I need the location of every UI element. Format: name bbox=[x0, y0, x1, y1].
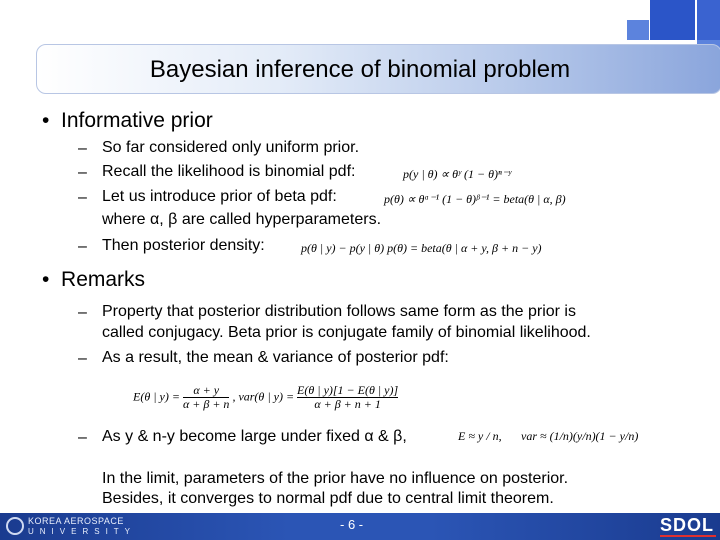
limit-text: Besides, it converges to normal pdf due to central limit theorem. bbox=[102, 490, 554, 507]
bullet-informative bbox=[42, 109, 213, 133]
sub-item: Property that posterior distribution follows same form as the prior is bbox=[102, 303, 576, 320]
dash: – bbox=[78, 164, 87, 181]
mean-numerator: α + y bbox=[183, 384, 229, 398]
sub-item: As y & n-y become large under fixed α & β, bbox=[102, 428, 407, 445]
sub-item: So far considered only uniform prior. bbox=[102, 139, 360, 156]
university-name-line2: UNIVERSITY bbox=[28, 527, 137, 536]
sdol-underline bbox=[660, 535, 716, 537]
deco-square bbox=[697, 0, 720, 40]
deco-square bbox=[627, 20, 649, 40]
dash: – bbox=[78, 304, 87, 321]
var-denominator: α + β + n + 1 bbox=[314, 397, 381, 411]
posterior-equation: p(θ | y) − p(y | θ) p(θ) = beta(θ | α + y, β + n − y) bbox=[301, 241, 542, 255]
sub-item: called conjugacy. Beta prior is conjugate family of binomial likelihood. bbox=[102, 324, 591, 341]
likelihood-equation: p(y | θ) ∝ θʸ (1 − θ)ⁿ⁻ʸ bbox=[403, 167, 512, 181]
bullet-heading: Remarks bbox=[61, 268, 146, 291]
dash: – bbox=[78, 350, 87, 367]
sub-item: where α, β are called hyperparameters. bbox=[102, 211, 382, 228]
dash: – bbox=[78, 140, 87, 157]
page-number: - 6 - bbox=[340, 517, 364, 532]
university-name: KOREA AEROSPACE bbox=[28, 516, 124, 526]
mean-denominator: α + β + n bbox=[182, 397, 230, 411]
sdol-logo: SDOL bbox=[660, 515, 715, 535]
mean-fraction bbox=[183, 384, 229, 411]
limit-text: In the limit, parameters of the prior have no influence on posterior. bbox=[102, 470, 569, 487]
var-numerator: E(θ | y)[1 − E(θ | y)] bbox=[297, 383, 399, 397]
bullet-dot: • bbox=[42, 268, 62, 291]
slide-title: Bayesian inference of binomial problem bbox=[149, 56, 571, 83]
mean-variance-equation bbox=[133, 384, 398, 411]
limit-mean-equation: E ≈ y / n, bbox=[458, 429, 502, 443]
var-fraction bbox=[297, 384, 398, 411]
university-logo-icon bbox=[6, 517, 24, 535]
prior-equation: p(θ) ∝ θᵅ⁻¹ (1 − θ)ᵝ⁻¹ = beta(θ | α, β) bbox=[384, 192, 566, 206]
sub-item: Then posterior density: bbox=[102, 237, 265, 254]
sub-item: As a result, the mean & variance of posterior pdf: bbox=[102, 349, 449, 366]
deco-square bbox=[650, 0, 695, 40]
bullet-remarks bbox=[42, 268, 145, 292]
mean-lhs: E(θ | y) = bbox=[133, 389, 180, 404]
var-lhs: , var(θ | y) = bbox=[232, 389, 295, 404]
dash: – bbox=[78, 189, 87, 206]
dash: – bbox=[78, 238, 87, 255]
limit-var-equation: var ≈ (1/n)(y/n)(1 − y/n) bbox=[521, 429, 639, 443]
sub-item: Recall the likelihood is binomial pdf: bbox=[102, 163, 356, 180]
sub-item: Let us introduce prior of beta pdf: bbox=[102, 188, 337, 205]
bullet-heading: Informative prior bbox=[61, 109, 213, 132]
bullet-dot: • bbox=[42, 109, 62, 132]
dash: – bbox=[78, 429, 87, 446]
